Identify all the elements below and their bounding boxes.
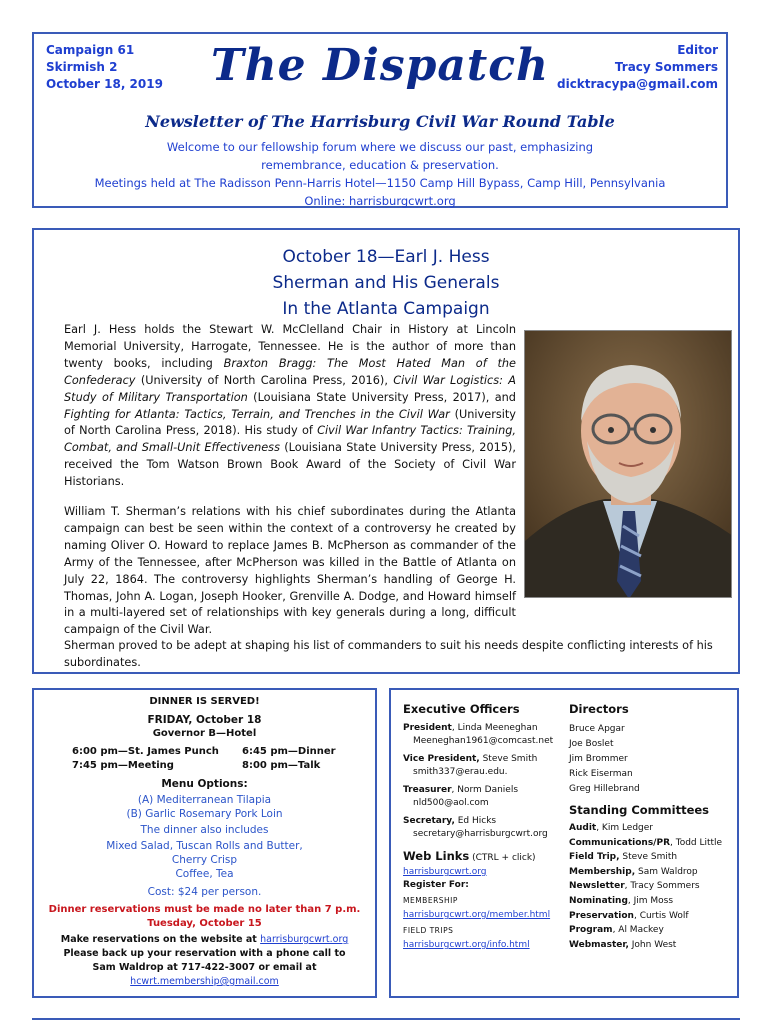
talk-summary-end: Sherman proved to be adept at shaping his list of commanders to suit his needs despite conflicting interests of his subordinates. [64,639,713,669]
committee-role: Preservation [569,910,634,921]
welcome-text [34,138,726,210]
committee-member: , Curtis Wolf [633,910,689,921]
dinner-cost: Cost: $24 per person. [147,886,262,898]
menu-dessert: Cherry Crisp [171,854,238,866]
committee-role: Webmaster, [569,939,629,950]
committee-member: , Todd Little [670,837,723,848]
schedule-punch: 6:00 pm—St. James Punch [72,746,219,757]
officer-name: Steve Smith [479,754,538,764]
committee-role: Newsletter [569,881,625,892]
feature-heading [34,244,738,322]
welcome-line: Welcome to our fellowship forum where we discuss our past, emphasizing [166,140,594,154]
committee-item [569,923,735,938]
register-label: Register For: [403,880,469,890]
officer-vice-president [403,753,571,766]
executive-officers [403,702,571,952]
feature-article [32,228,740,674]
committee-role: Program [569,925,613,936]
officer-email: smith337@erau.edu. [413,767,508,777]
committee-item [569,894,735,909]
newsletter-subtitle: Newsletter of The Harrisburg Civil War Round Table [145,112,615,131]
reservation-website-link[interactable]: harrisburgcwrt.org [260,934,349,945]
web-link-home[interactable]: harrisburgcwrt.org [403,867,487,877]
committee-role: Audit [569,823,597,833]
schedule-meeting: 7:45 pm—Meeting [72,760,174,771]
committee-item [569,865,735,880]
directors-title: Directors [569,702,629,716]
issue-date: October 18, 2019 [46,77,163,91]
reservation-phone-line: Please back up your reservation with a phone call to [63,948,346,959]
bio-text: (University of North Carolina Press, 2016), [135,373,394,387]
officer-name: , Linda Meeneghan [451,723,538,733]
officer-name: , Norm Daniels [451,785,519,795]
reservation-email-link[interactable]: hcwrt.membership@gmail.com [130,976,279,987]
committee-role: Field Trip, [569,852,620,863]
web-link-membership[interactable]: harrisburgcwrt.org/member.html [403,910,551,920]
skirmish-number: Skirmish 2 [46,60,118,74]
officer-name: Ed Hicks [454,816,497,826]
officer-role: Treasurer [403,785,452,795]
menu-includes: The dinner also includes [140,824,269,836]
committee-item [569,879,735,894]
officer-secretary [403,815,571,828]
committee-item [569,938,735,953]
talk-title-line: Sherman and His Generals [272,273,500,293]
editor-label: Editor [677,43,718,57]
director-name: Bruce Apgar [569,724,625,734]
campaign-number: Campaign 61 [46,43,135,57]
officer-email: Meeneghan1961@comcast.net [413,736,554,746]
officers-box [389,688,739,998]
web-link-field-trips[interactable]: harrisburgcwrt.org/info.html [403,940,530,950]
committee-role: Nominating [569,895,628,906]
meeting-location: Meetings held at The Radisson Penn-Harris Hotel—1150 Camp Hill Bypass, Camp Hill, Pennsylvania [94,176,666,190]
dinner-room: Governor B—Hotel [152,728,257,739]
schedule-dinner: 6:45 pm—Dinner [242,746,336,757]
committee-role: Membership, [569,866,636,877]
directors [569,702,735,952]
bio-text: (University of North Carolina Press, 2018). His study of [64,407,516,438]
speaker-portrait-image [525,331,732,598]
menu-drinks: Coffee, Tea [175,868,234,880]
bio-text: Earl J. Hess holds the Stewart W. McClelland Chair in History at Lincoln Memorial University, Harrogate, Tennessee. He is the author of more than twenty books, including [64,323,516,370]
committee-member: , Jim Moss [627,895,674,906]
masthead-title: The Dispatch [210,40,550,91]
committee-item [569,821,735,836]
web-links-hint: (CTRL + click) [469,853,536,863]
reservation-text: Make reservations on the website at [60,934,261,945]
website-line[interactable]: Online: harrisburgcwrt.org [304,194,456,208]
editor-info [557,42,718,93]
committee-member: , Kim Ledger [596,823,654,833]
committee-item [569,909,735,924]
speaker-photo [524,330,732,598]
director-name: Greg Hillebrand [569,784,640,794]
book-title: Fighting for Atlanta: Tactics, Terrain, and Trenches in the Civil War [64,407,450,421]
menu-option-a: (A) Mediterranean Tilapia [137,794,272,806]
committee-list [569,821,735,952]
menu-option-b: (B) Garlic Rosemary Pork Loin [126,808,283,820]
welcome-line: remembrance, education & preservation. [261,158,499,172]
menu-title: Menu Options: [161,778,248,790]
committee-member: John West [628,939,677,950]
officer-role: Vice President, [403,754,480,764]
committee-item [569,850,735,865]
dinner-date: FRIDAY, October 18 [147,714,262,726]
director-list [569,722,735,797]
book-title: Braxton Bragg: The Most Hated Man of the Confederacy [64,356,516,387]
talk-summary: William T. Sherman’s relations with his chief subordinates during the Atlanta campaign can best be seen within the context of a controversy he created by naming Oliver O. Howard to replace James B. McPherson as commander of the Army of the Tennessee, after McPherson was killed in the Battle of Atlanta on July 22, 1864. The controversy highlights Sherman’s handling of George H. Thomas, John A. Logan, Joseph Hooker, Grenville A. Dodge, and Howard himself in a multi-layered set of relationships with key generals during a long, difficult campaign of the Civil War. [64,505,516,637]
dinner-box [32,688,377,998]
reservation-website-line [34,934,375,945]
officer-email: secretary@harrisburgcwrt.org [413,829,548,839]
book-title: Civil War Infantry Tactics: Training, Combat, and Small-Unit Effectiveness [64,424,516,455]
editor-name: Tracy Sommers [614,60,718,74]
committee-item [569,836,735,851]
page-bottom-rule [32,1018,740,1020]
officer-role: Secretary, [403,816,455,826]
committee-member: , Al Mackey [612,925,664,936]
web-links-title: Web Links [403,849,470,863]
bio-text: (Louisiana State University Press, 2015), received the Tom Watson Brown Book Award of the Society of Civil War Historians. [64,441,517,489]
reservation-deadline-date: Tuesday, October 15 [147,918,262,929]
editor-email[interactable]: dicktracypa@gmail.com [556,77,718,91]
menu-sides: Mixed Salad, Tuscan Rolls and Butter, [106,840,303,852]
membership-label: MEMBERSHIP [403,896,458,905]
committee-member: , Tracy Sommers [624,881,700,892]
reservation-deadline: Dinner reservations must be made no later than 7 p.m. [48,904,361,915]
director-name: Jim Brommer [569,754,628,764]
standing-committees-title: Standing Committees [569,803,710,817]
talk-date-speaker: October 18—Earl J. Hess [282,247,490,267]
field-trips-label: FIELD TRIPS [403,926,454,935]
schedule-talk: 8:00 pm—Talk [242,760,321,771]
dinner-title: DINNER IS SERVED! [149,696,260,707]
officer-president [403,722,571,735]
director-name: Joe Boslet [569,739,614,749]
committee-role: Communications/PR [569,837,670,848]
speaker-bio [64,322,516,491]
officer-treasurer [403,784,571,797]
newsletter-header [32,32,728,208]
talk-title-line: In the Atlanta Campaign [282,299,490,319]
director-name: Rick Eiserman [569,769,633,779]
committee-member: Steve Smith [619,852,678,863]
book-title: Civil War Logistics: A Study of Military Transportation [64,373,516,404]
officer-role: President [403,723,452,733]
committee-member: Sam Waldrop [635,866,698,877]
reservation-contact: Sam Waldrop at 717-422-3007 or email at [92,962,317,973]
officer-email: nld500@aol.com [413,798,489,808]
bio-text: (Louisiana State University Press, 2017), and [247,390,516,404]
executive-officers-title: Executive Officers [403,702,520,716]
web-links-header [403,849,571,863]
